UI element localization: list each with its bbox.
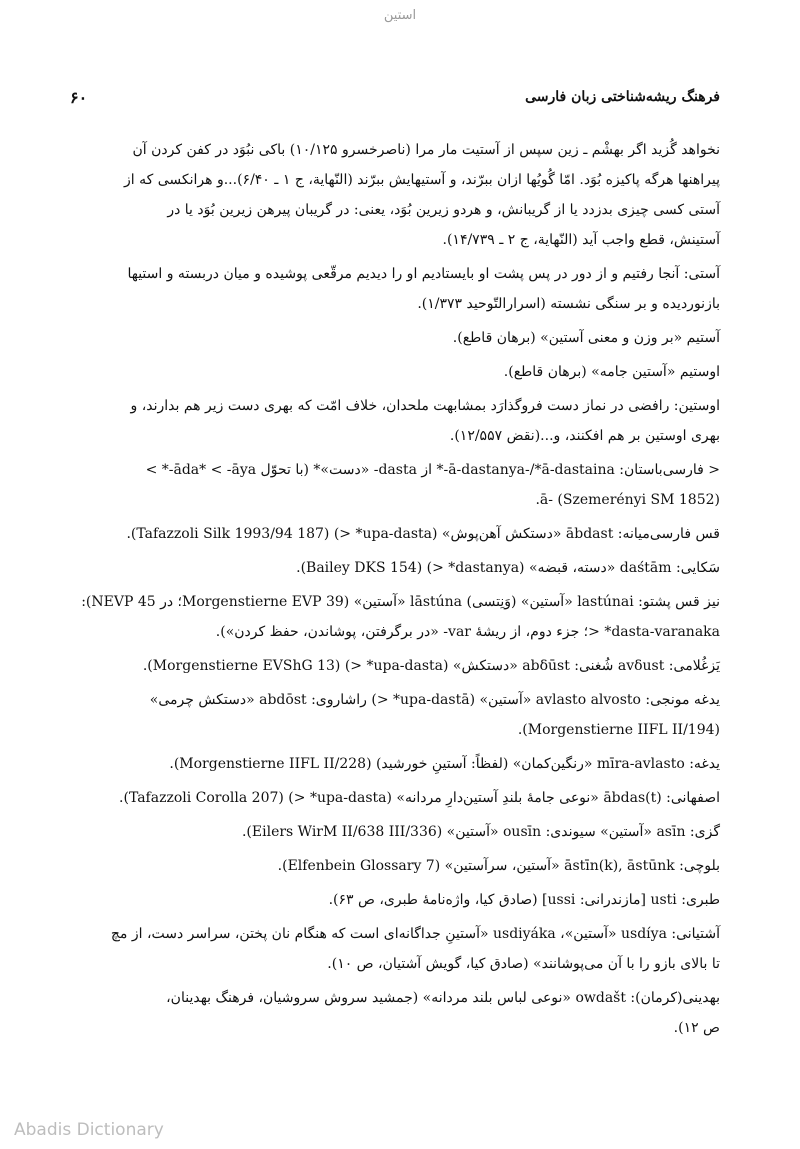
- entry-line: سَکایی: daśtām «دسته، قبضه» (dastanya* <) (Bailey DKS 154).: [296, 560, 720, 576]
- entry-line: طبری: usti [مازندرانی: ussi] (صادق کیا، واژه‌نامهٔ طبری، ص ۶۳).: [328, 892, 720, 908]
- entry-line: < فارسی‌باستان: ā-dastanya-/*ā-dastaina-* از dasta- «دست»* (با تحوّل ‎-āda* < ‎-āya* >: [145, 462, 720, 478]
- dictionary-entry: [70, 783, 720, 813]
- entry-line: بهدینی(کرمان): owdašt «نوعی لباس بلند مردانه» (جمشید سروش سروشیان، فرهنگ بهدینان،: [166, 990, 720, 1006]
- dictionary-entry: [70, 983, 720, 1043]
- dictionary-entry: [70, 817, 720, 847]
- dictionary-entry: [70, 519, 720, 549]
- dictionary-entry: [70, 749, 720, 779]
- entry-line: اوستین: رافضی در نماز دست فروگذارَد بمشابهت ملحدان، خلاف امّت که بهری دست زیر هم بدارند، و: [130, 398, 720, 414]
- dictionary-entry: [70, 323, 720, 353]
- dictionary-entry: [70, 685, 720, 745]
- entry-line: تا بالای بازو را با آن می‌پوشانند» (صادق کیا، گویش آشتیان، ص ۱۰).: [327, 956, 720, 972]
- dictionary-entry: [70, 455, 720, 515]
- entry-line: بازنوردیده و بر سنگی نشسته (اسرارالتّوحید ۱/۳۷۳).: [417, 296, 720, 312]
- entry-line: آستی کسی چیزی بدزدد یا از گریبانش، و هردو زیرین بُوَد، یعنی: در گریبان پیرهن زیرین بُوَد یا در: [167, 202, 720, 218]
- entry-line: dasta-varanaka* <؛ جزء دوم، از ریشهٔ var- «در برگرفتن، پوشاندن، حفظ کردن»).: [215, 624, 720, 640]
- dictionary-entry: [70, 885, 720, 915]
- entry-line: قس فارسی‌میانه: ābdast «دستکش آهن‌پوش» (upa-dasta* <) (Tafazzoli Silk 1993/94 187).: [126, 526, 720, 542]
- watermark: Abadis Dictionary: [14, 1120, 164, 1140]
- page-body: [70, 135, 720, 1047]
- entry-line: نخواهد گُزید اگر بهشْم ـ زین سپس از آستیت مار مرا (ناصرخسرو ۱۰/۱۲۵) باکی نبُوَد در کفن کردن آن: [132, 142, 720, 158]
- entry-line: یدغه: mīra-avlasto «رنگین‌کمان» (لفظاً: آستینِ خورشید) (Morgenstierne IIFL II/228).: [169, 756, 720, 772]
- entry-line: آشتیانی: usdíya «آستین»، usdiyáka «آستینِ جداگانه‌ای است که هنگام نان پختن، سراسر دست، از مچ: [110, 926, 720, 942]
- dictionary-entry: [70, 919, 720, 979]
- entry-line: (Morgenstierne IIFL II/194).: [517, 722, 720, 738]
- dictionary-entry: [70, 357, 720, 387]
- site-header-title: استین: [383, 8, 417, 23]
- page-number: ۶۰: [70, 87, 88, 107]
- dictionary-entry: [70, 587, 720, 647]
- entry-line: ص ۱۲).: [673, 1020, 720, 1036]
- entry-line: یدغه مونجی: avlasto alvosto «آستین» (upa-dastā* <) راشاروی: abdōst «دستکش چرمی»: [149, 692, 720, 708]
- entry-line: نیز قس پشتو: lastúnai «آستین» (وَنِتسی) lāstúna «آستین» (Morgenstierne EVP 39؛ در NEVP 45):: [81, 594, 720, 610]
- entry-line: اصفهانی: ābdas(t) «نوعی جامهٔ بلندِ آستین‌دارِ مردانه» (upa-dasta* <) (Tafazzoli Corolla 207).: [119, 790, 720, 806]
- entry-line: گزی: asīn «آستین» سیوندی: ousīn «آستین» (Eilers WirM II/638 III/336).: [241, 824, 720, 840]
- entry-line: آستیم «بر وزن و معنی آستین» (برهان قاطع).: [452, 330, 720, 346]
- entry-line: آستینش، قطع واجب آید (النّهایة، ج ۲ ـ ۱۴/۷۳۹).: [442, 232, 720, 248]
- dictionary-entry: [70, 135, 720, 255]
- entry-line: اوستیم «آستین جامه» (برهان قاطع).: [503, 364, 720, 380]
- running-head: [70, 82, 720, 112]
- book-title: فرهنگ ریشه‌شناختی زبان فارسی: [525, 89, 720, 105]
- entry-line: بهری اوستین بر هم افکنند، و...(نقض ۱۲/۵۵۷).: [449, 428, 720, 444]
- dictionary-entry: [70, 259, 720, 319]
- dictionary-entry: [70, 391, 720, 451]
- entry-line: آستی: آنجا رفتیم و از دور در پس پشت او بایستادیم او را دیدیم مرقّعی پوشیده و میان دربسته و استیها: [127, 266, 720, 282]
- dictionary-entry: [70, 651, 720, 681]
- entry-line: پیراهنها هرگه پاکیزه بُوَد. امّا گُویُها ازان ببرّند، و آستیهایش ببرّند (النّهایة، ج ۱ ـ ۶/۴۰)...و هرانکسی که از: [124, 172, 720, 188]
- entry-line: یَزغُلامی: avδust شُغنی: abδūst «دستکش» (upa-dasta* <) (Morgenstierne EVShG 13).: [142, 658, 720, 674]
- entry-line: (ā- (Szemerényi SM 1852.: [535, 492, 720, 508]
- entry-line: بلوچی: āstīn(k), āstūnk «آستین، سرآستین» (Elfenbein Glossary 7).: [277, 858, 720, 874]
- dictionary-entry: [70, 553, 720, 583]
- dictionary-entry: [70, 851, 720, 881]
